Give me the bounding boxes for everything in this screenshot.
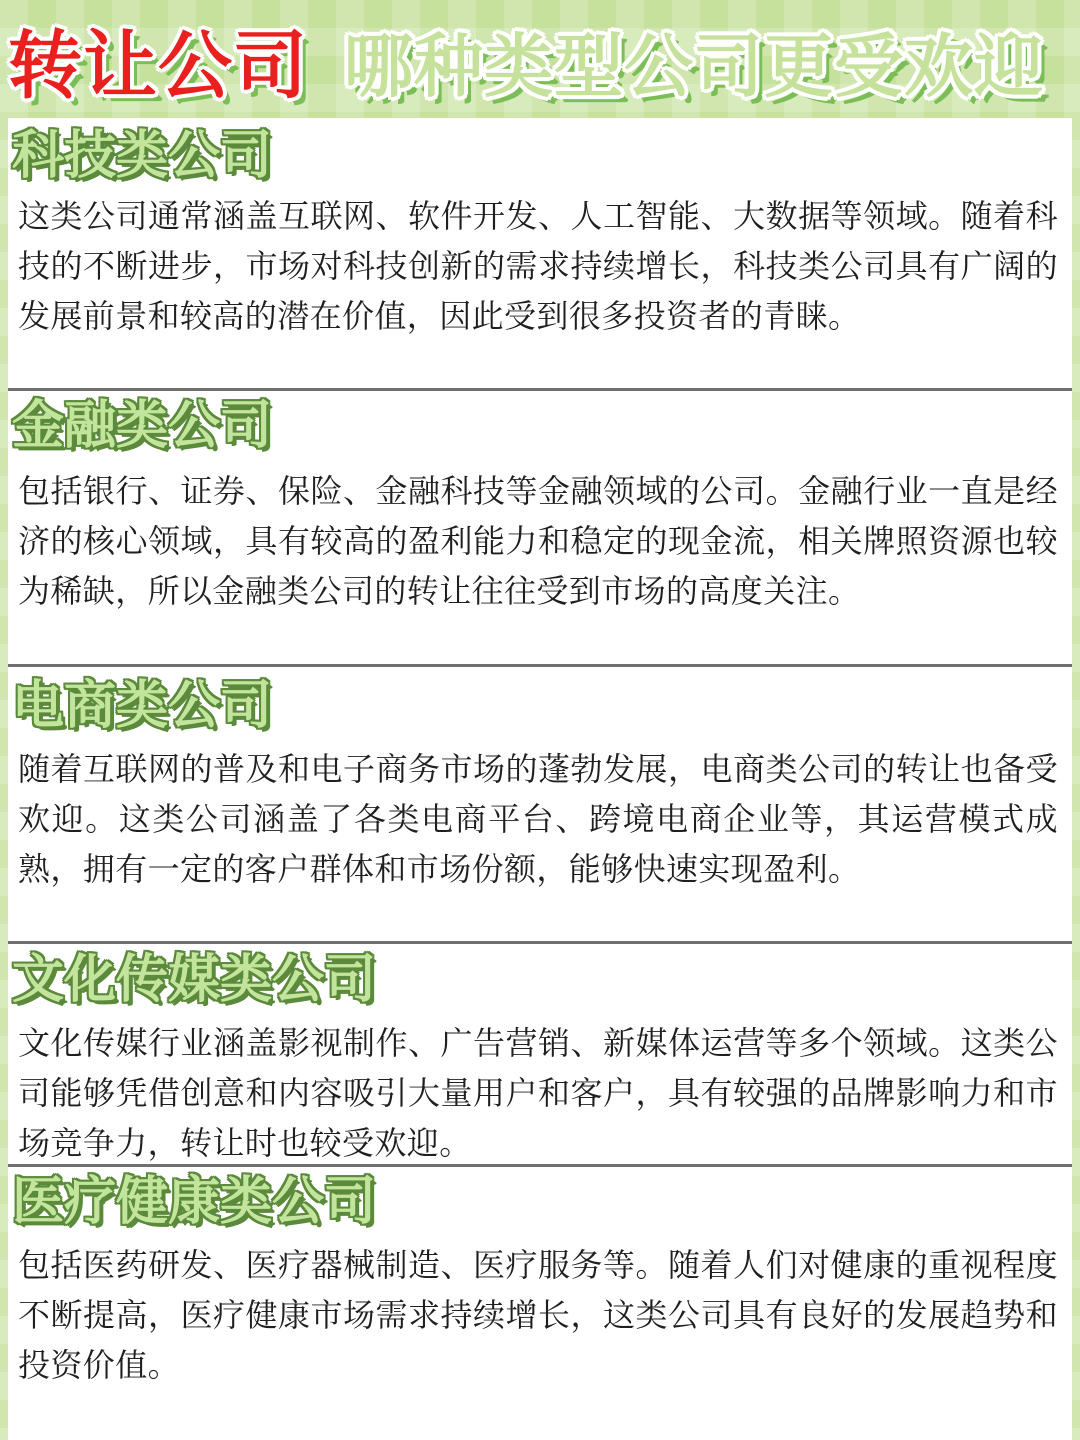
- section-body-health: 包括医药研发、医疗器械制造、医疗服务等。随着人们对健康的重视程度不断提高，医疗健康市场需求持续增长，这类公司具有良好的发展趋势和投资价值。: [18, 1246, 1058, 1384]
- section-body-finance: 包括银行、证券、保险、金融科技等金融领域的公司。金融行业一直是经济的核心领域，具有较高的盈利能力和稳定的现金流，相关牌照资源也较为稀缺，所以金融类公司的转让往往受到市场的高度关注。: [18, 472, 1058, 610]
- section-body-tech: 这类公司通常涵盖互联网、软件开发、人工智能、大数据等领域。随着科技的不断进步，市场对科技创新的需求持续增长，科技类公司具有广阔的发展前景和较高的潜在价值，因此受到很多投资者的青睐。: [18, 197, 1058, 335]
- content-panel: [8, 118, 1072, 1440]
- main-title: 转让公司: [8, 23, 308, 109]
- section-divider: [8, 664, 1072, 667]
- section-title-media: 文化传媒类公司: [12, 950, 377, 1010]
- section-divider: [8, 388, 1072, 391]
- section-divider: [8, 1164, 1072, 1167]
- section-title-health: 医疗健康类公司: [12, 1172, 377, 1232]
- header: [0, 0, 1080, 118]
- section-body-ecommerce: 随着互联网的普及和电子商务市场的蓬勃发展，电商类公司的转让也备受欢迎。这类公司涵盖了各类电商平台、跨境电商企业等，其运营模式成熟，拥有一定的客户群体和市场份额，能够快速实现盈利。: [18, 750, 1058, 888]
- section-body-media: 文化传媒行业涵盖影视制作、广告营销、新媒体运营等多个领域。这类公司能够凭借创意和内容吸引大量用户和客户，具有较强的品牌影响力和市场竞争力，转让时也较受欢迎。: [18, 1024, 1058, 1162]
- sub-title: 哪种类型公司更受欢迎: [344, 26, 1044, 107]
- section-title-tech: 科技类公司: [12, 126, 273, 186]
- section-divider: [8, 941, 1072, 944]
- section-title-finance: 金融类公司: [12, 396, 273, 456]
- section-title-ecommerce: 电商类公司: [12, 676, 273, 736]
